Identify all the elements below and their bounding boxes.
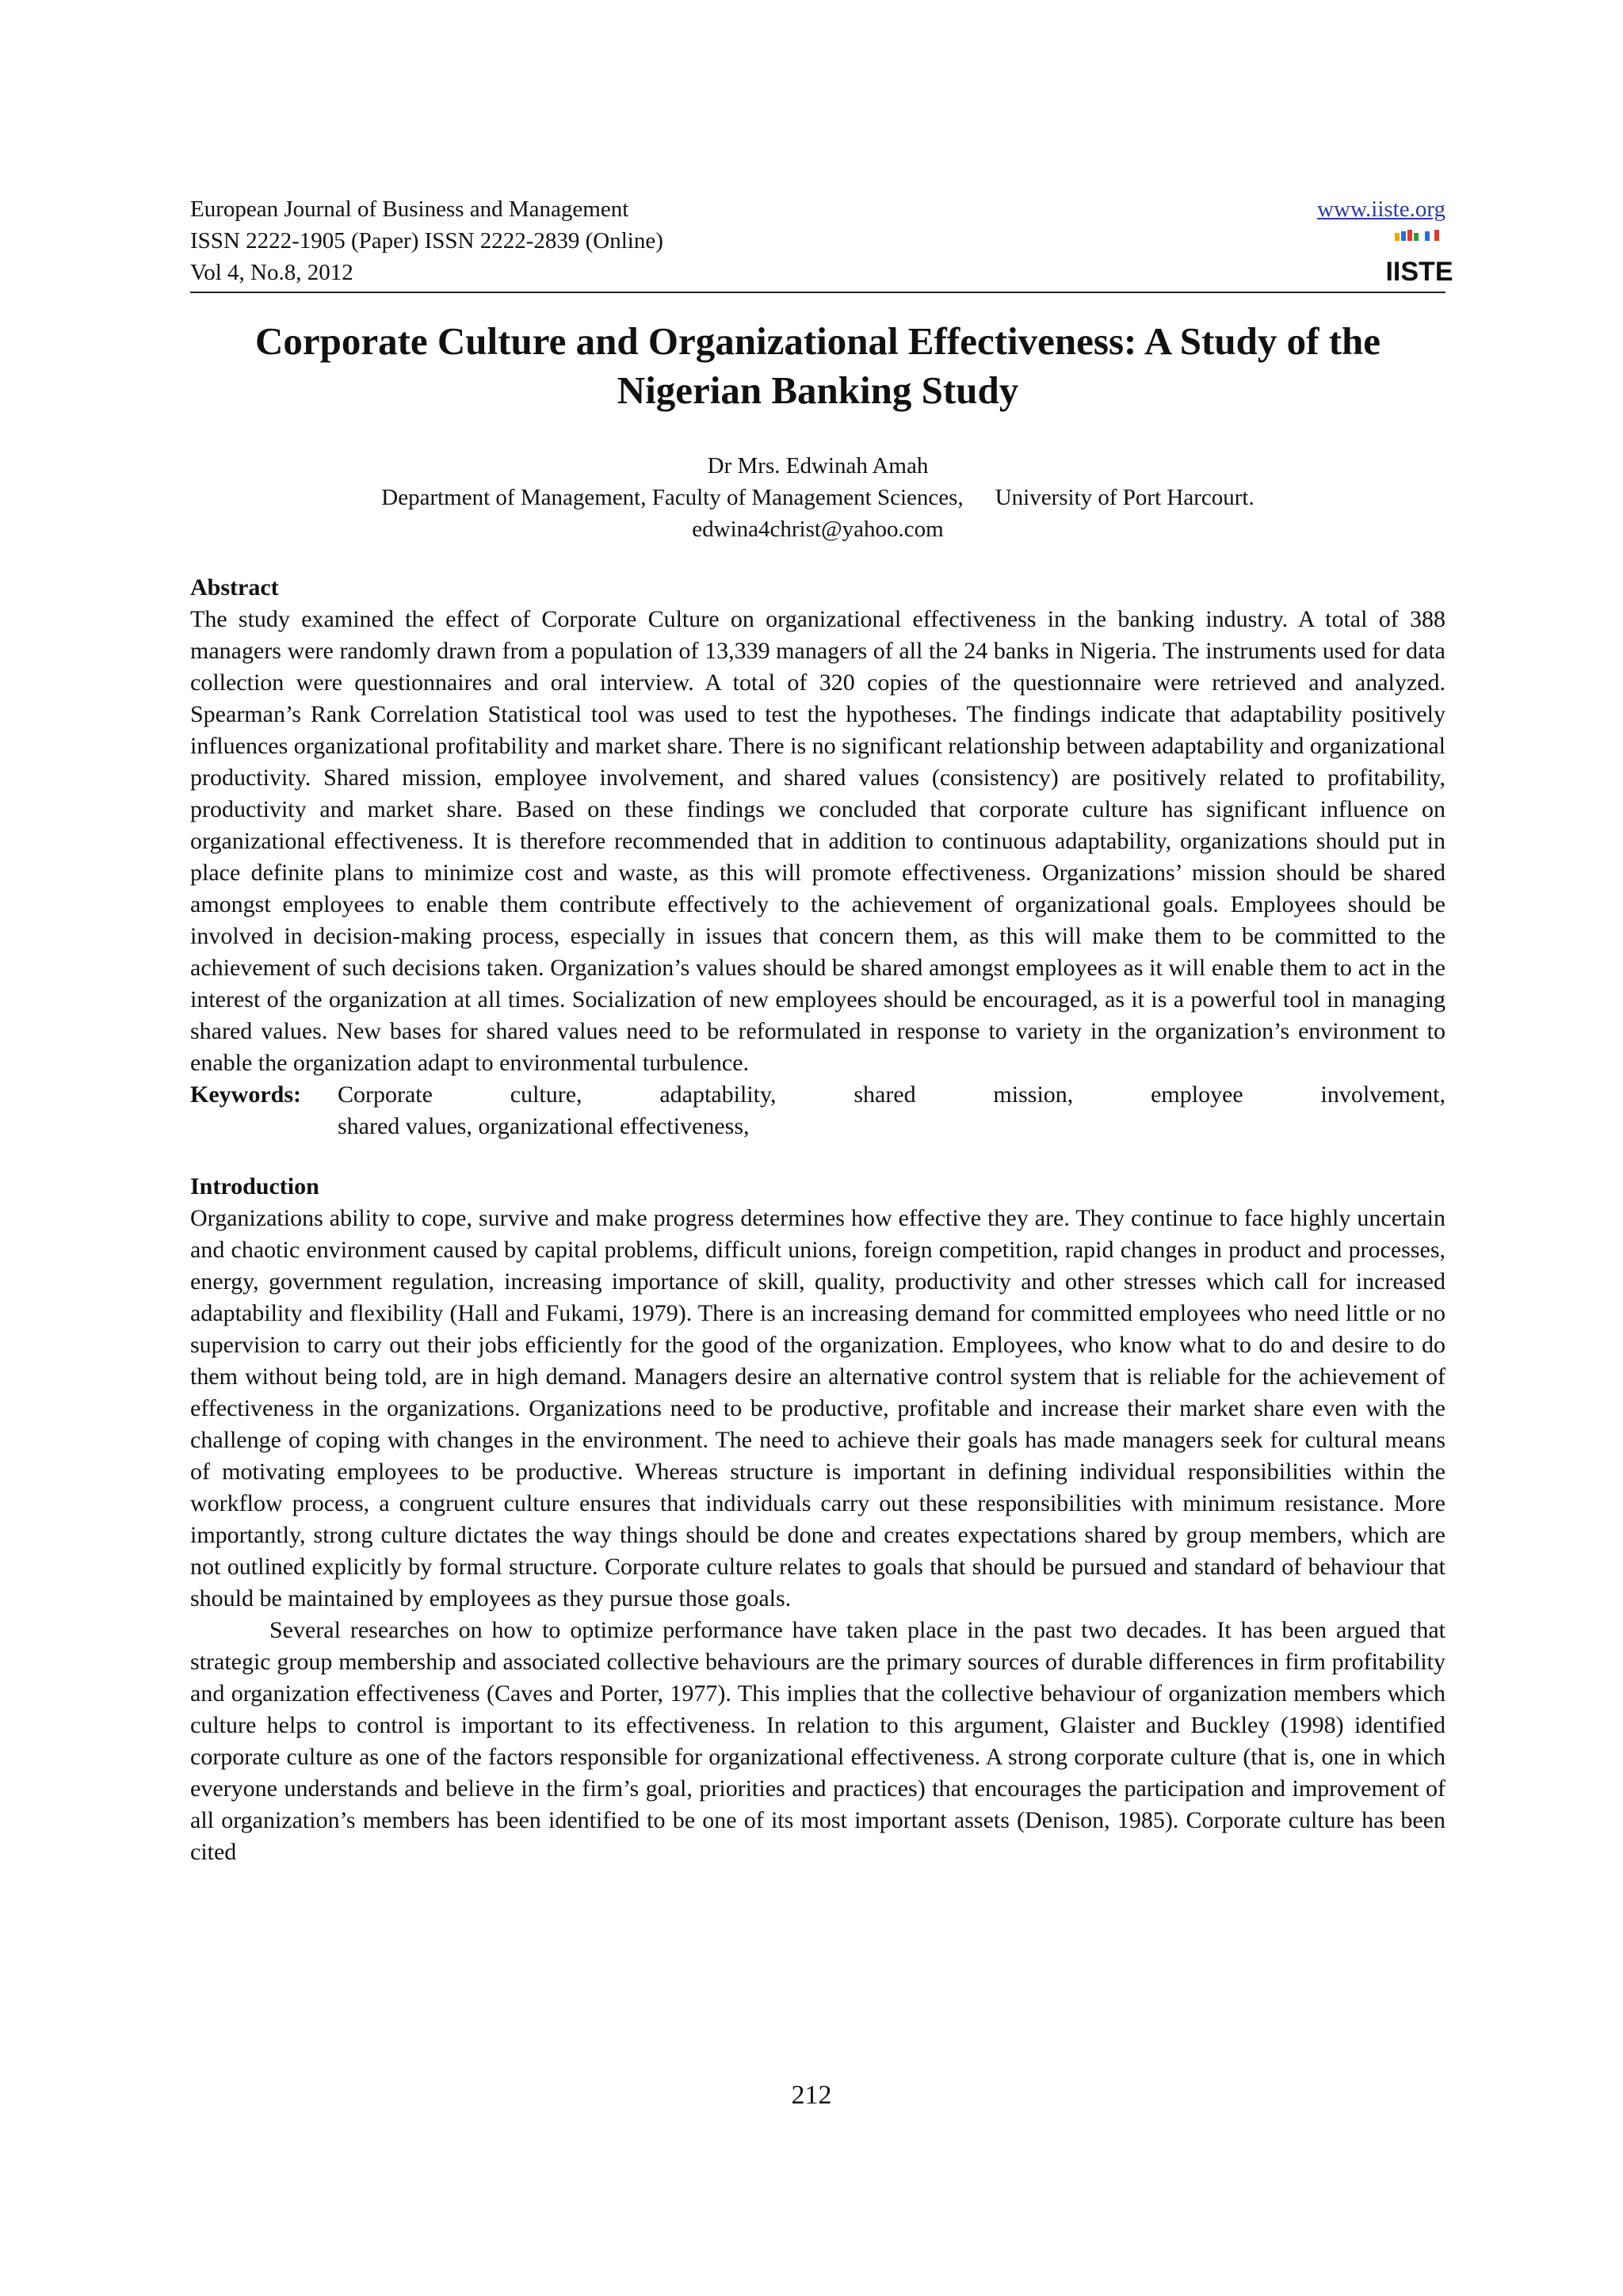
keywords-label: Keywords: xyxy=(190,1081,301,1108)
journal-issn: ISSN 2222-1905 (Paper) ISSN 2222-2839 (Online) xyxy=(190,228,663,254)
abstract-text: The study examined the effect of Corporate Culture on organizational effectiveness in the banking industry. A total of 388 managers were randomly drawn from a population of 13,339 managers of all the 24 banks in Nigeria. The instruments used for data collection were questionnaires and oral interview. A total of 320 copies of the questionnaire were retrieved and analyzed. Spearman’s Rank Correlation Statistical tool was used to test the hypotheses. The findings indicate that adaptability positively influences organizational profitability and market share. There is no significant relationship between adaptability and organizational productivity. Shared mission, employee involvement, and shared values (consistency) are positively related to profitability, productivity and market share. Based on these findings we concluded that corporate culture has significant influence on organizational effectiveness. It is therefore recommended that in addition to continuous adaptability, organizations should put in place definite plans to minimize cost and waste, as this will promote effectiveness. Organizations’ mission should be shared amongst employees to enable them contribute effectively to the achievement of organizational goals. Employees should be involved in decision-making process, especially in issues that concern them, as this will make them to be committed to the achievement of such decisions taken. Organization’s values should be shared amongst employees as it will enable them to act in the interest of the organization at all times. Socialization of new employees should be encouraged, as it is a powerful tool in managing shared values. New bases for shared values need to be reformulated in response to variety in the organization’s environment to enable the organization adapt to environmental turbulence. xyxy=(190,606,1445,1076)
svg-text:IISTE: IISTE xyxy=(1385,257,1453,287)
journal-header xyxy=(190,193,1453,293)
journal-url-link[interactable]: www.iiste.org xyxy=(1317,196,1445,222)
iiste-logo-icon xyxy=(1385,228,1453,287)
introduction-paragraph-1: Organizations ability to cope, survive and make progress determines how effective they are. They continue to face highly uncertain and chaotic environment caused by capital problems, difficult unions, foreign competition, rapid changes in product and processes, energy, government regulation, increasing importance of skill, quality, productivity and other stresses which call for increased adaptability and flexibility (Hall and Fukami, 1979). There is an increasing demand for committed employees who need little or no supervision to carry out their jobs efficiently for the good of the organization. Employees, who know what to do and desire to do them without being told, are in high demand. Managers desire an alternative control system that is reliable for the achievement of effectiveness in the organizations. Organizations need to be productive, profitable and increase their market share even with the challenge of coping with changes in the environment. The need to achieve their goals has made managers seek for cultural means of motivating employees to be productive. Whereas structure is important in defining individual responsibilities within the workflow process, a congruent culture ensures that individuals carry out these responsibilities with minimum resistance. More importantly, strong culture dictates the way things should be done and creates expectations shared by group members, which are not outlined explicitly by formal structure. Corporate culture relates to goals that should be pursued and standard of behaviour that should be maintained by employees as they pursue those goals. xyxy=(190,1205,1445,1611)
introduction-paragraph-2: Several researches on how to optimize performance have taken place in the past two decades. It has been argued that strategic group membership and associated collective behaviours are the primary sources of durable differences in firm profitability and organization effectiveness (Caves and Porter, 1977). This implies that the collective behaviour of organization members which culture helps to control is important to its effectiveness. In relation to this argument, Glaister and Buckley (1998) identified corporate culture as one of the factors responsible for organizational effectiveness. A strong corporate culture (that is, one in which everyone understands and believe in the firm’s goal, priorities and practices) that encourages the participation and improvement of all organization’s members has been identified to be one of its most important assets (Denison, 1985). Corporate culture has been cited xyxy=(190,1617,1445,1865)
keywords-continuation: shared values, organizational effectiveness, xyxy=(338,1113,750,1139)
keywords-text: Corporate culture, adaptability, shared mission, employee involvement, xyxy=(338,1081,1445,1108)
journal-volume: Vol 4, No.8, 2012 xyxy=(190,260,353,285)
author-name: Dr Mrs. Edwinah Amah xyxy=(707,453,929,479)
introduction-heading: Introduction xyxy=(190,1173,319,1199)
journal-name: European Journal of Business and Management xyxy=(190,196,629,222)
journal-info xyxy=(190,193,1445,288)
author-email: edwina4christ@yahoo.com xyxy=(692,517,944,542)
keywords-line xyxy=(190,1079,1445,1111)
author-department: Department of Management, Faculty of Management Sciences, xyxy=(381,485,964,510)
page-number: 212 xyxy=(791,2081,832,2110)
paper-page xyxy=(190,193,1453,1868)
author-affiliation xyxy=(190,482,1445,513)
paper-title: Corporate Culture and Organizational Effectiveness: A Study of the Nigerian Banking Study xyxy=(254,319,1381,412)
abstract-heading: Abstract xyxy=(190,574,279,601)
author-university: University of Port Harcourt. xyxy=(995,485,1254,510)
